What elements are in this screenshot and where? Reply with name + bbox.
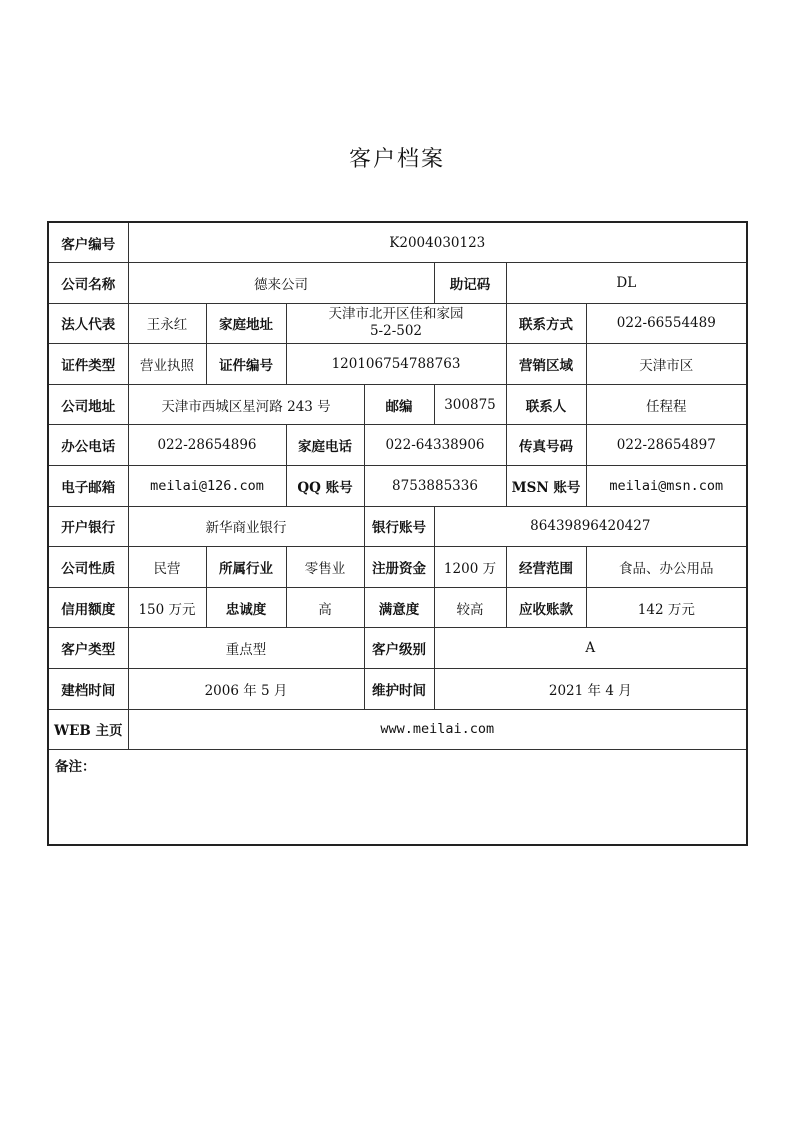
value-bank-account: 86439896420427 bbox=[434, 506, 747, 547]
value-credit-limit: 150 万元 bbox=[128, 587, 206, 628]
value-customer-type: 重点型 bbox=[128, 628, 364, 669]
value-certificate-no: 120106754788763 bbox=[286, 344, 506, 385]
value-fax: 022-28654897 bbox=[586, 425, 747, 466]
row-company-address bbox=[48, 384, 747, 425]
value-company-name: 德来公司 bbox=[128, 263, 434, 304]
row-company-nature bbox=[48, 547, 747, 588]
label-customer-type: 客户类型 bbox=[48, 628, 128, 669]
label-receivable: 应收账款 bbox=[506, 587, 586, 628]
value-contact-person: 任程程 bbox=[586, 384, 747, 425]
value-certificate-type: 营业执照 bbox=[128, 344, 206, 385]
value-created-date: 2006 年 5 月 bbox=[128, 669, 364, 710]
customer-profile-table bbox=[47, 221, 748, 846]
value-loyalty: 高 bbox=[286, 587, 364, 628]
home-address-line1: 天津市北开区佳和家园 bbox=[328, 305, 464, 322]
value-customer-no: K2004030123 bbox=[128, 222, 747, 263]
value-industry: 零售业 bbox=[286, 547, 364, 588]
label-company-name: 公司名称 bbox=[48, 263, 128, 304]
row-bank bbox=[48, 506, 747, 547]
label-msn: MSN 账号 bbox=[506, 466, 586, 507]
value-satisfaction: 较高 bbox=[434, 587, 506, 628]
value-legal-rep: 王永红 bbox=[128, 303, 206, 344]
value-maintenance-date: 2021 年 4 月 bbox=[434, 669, 747, 710]
label-legal-rep: 法人代表 bbox=[48, 303, 128, 344]
label-office-phone: 办公电话 bbox=[48, 425, 128, 466]
label-mnemonic: 助记码 bbox=[434, 263, 506, 304]
row-notes bbox=[48, 750, 747, 846]
label-industry: 所属行业 bbox=[206, 547, 286, 588]
label-home-phone: 家庭电话 bbox=[286, 425, 364, 466]
label-home-address: 家庭地址 bbox=[206, 303, 286, 344]
value-qq: 8753885336 bbox=[364, 466, 506, 507]
page-title: 客户档案 bbox=[348, 147, 445, 172]
label-email: 电子邮箱 bbox=[48, 466, 128, 507]
row-web bbox=[48, 709, 747, 750]
value-zip: 300875 bbox=[434, 384, 506, 425]
label-sales-region: 营销区域 bbox=[506, 344, 586, 385]
value-registered-capital: 1200 万 bbox=[434, 547, 506, 588]
label-created-date: 建档时间 bbox=[48, 669, 128, 710]
value-home-address bbox=[286, 303, 506, 344]
label-qq: QQ 账号 bbox=[286, 466, 364, 507]
row-customer-type bbox=[48, 628, 747, 669]
label-business-scope: 经营范围 bbox=[506, 547, 586, 588]
row-online bbox=[48, 466, 747, 507]
label-bank: 开户银行 bbox=[48, 506, 128, 547]
label-company-nature: 公司性质 bbox=[48, 547, 128, 588]
label-bank-account: 银行账号 bbox=[364, 506, 434, 547]
value-msn: meilai@msn.com bbox=[586, 466, 747, 507]
value-home-phone: 022-64338906 bbox=[364, 425, 506, 466]
home-address-line2: 5-2-502 bbox=[369, 323, 423, 340]
value-receivable: 142 万元 bbox=[586, 587, 747, 628]
value-business-scope: 食品、办公用品 bbox=[586, 547, 747, 588]
row-certificate bbox=[48, 344, 747, 385]
label-contact: 联系方式 bbox=[506, 303, 586, 344]
value-sales-region: 天津市区 bbox=[586, 344, 747, 385]
label-customer-no: 客户编号 bbox=[48, 222, 128, 263]
value-email: meilai@126.com bbox=[128, 466, 286, 507]
row-legal-rep bbox=[48, 303, 747, 344]
label-credit-limit: 信用额度 bbox=[48, 587, 128, 628]
notes-area bbox=[48, 750, 747, 846]
label-loyalty: 忠诚度 bbox=[206, 587, 286, 628]
label-company-address: 公司地址 bbox=[48, 384, 128, 425]
row-phones bbox=[48, 425, 747, 466]
value-bank: 新华商业银行 bbox=[128, 506, 364, 547]
label-maintenance-date: 维护时间 bbox=[364, 669, 434, 710]
label-certificate-type: 证件类型 bbox=[48, 344, 128, 385]
value-web: www.meilai.com bbox=[128, 709, 747, 750]
label-zip: 邮编 bbox=[364, 384, 434, 425]
value-customer-level: A bbox=[434, 628, 747, 669]
value-mnemonic: DL bbox=[506, 263, 747, 304]
value-contact: 022-66554489 bbox=[586, 303, 747, 344]
label-registered-capital: 注册资金 bbox=[364, 547, 434, 588]
row-company-name bbox=[48, 263, 747, 304]
label-customer-level: 客户级别 bbox=[364, 628, 434, 669]
label-contact-person: 联系人 bbox=[506, 384, 586, 425]
row-dates bbox=[48, 669, 747, 710]
value-company-address: 天津市西城区星河路 243 号 bbox=[128, 384, 364, 425]
row-customer-no bbox=[48, 222, 747, 263]
label-fax: 传真号码 bbox=[506, 425, 586, 466]
label-notes: 备注： bbox=[55, 759, 96, 776]
value-office-phone: 022-28654896 bbox=[128, 425, 286, 466]
label-web: WEB 主页 bbox=[48, 709, 128, 750]
row-credit bbox=[48, 587, 747, 628]
label-certificate-no: 证件编号 bbox=[206, 344, 286, 385]
value-company-nature: 民营 bbox=[128, 547, 206, 588]
label-satisfaction: 满意度 bbox=[364, 587, 434, 628]
